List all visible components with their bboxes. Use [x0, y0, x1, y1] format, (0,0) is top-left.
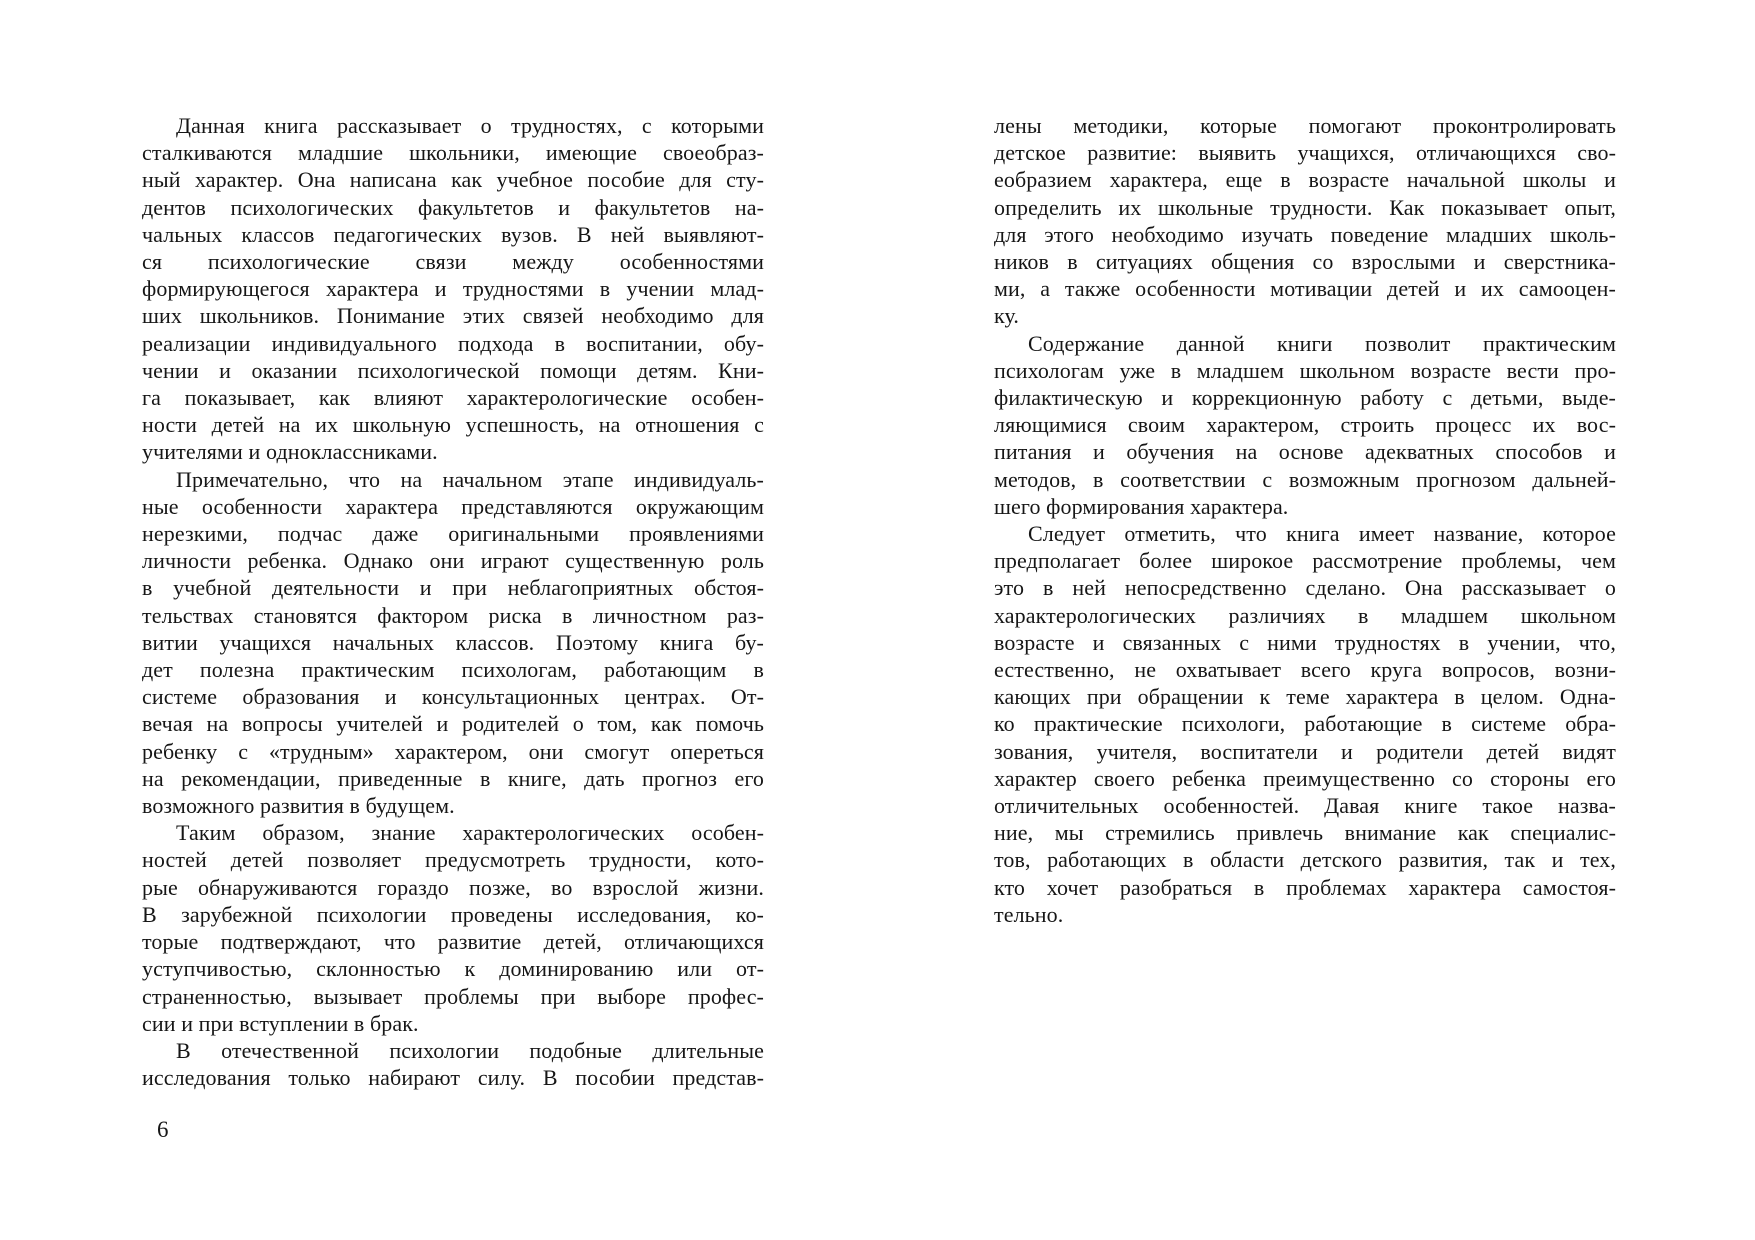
text-line: шего формирования характера. [994, 493, 1289, 519]
text-line: тельно. [994, 901, 1064, 927]
text-line: ности детей на их школьную успешность, на отношения с [142, 412, 764, 438]
text-line: нерезкими, подчас даже оригинальными проявлениями [142, 521, 764, 547]
text-line: сии и при вступлении в брак. [142, 1010, 419, 1036]
text-line: вечая на вопросы учителей и родителей о том, как помочь [142, 711, 764, 737]
text-line: в учебной деятельности и при неблагоприятных обстоя- [142, 575, 764, 601]
text-line: ся психологические связи между особенностями [142, 249, 764, 275]
paragraph [994, 330, 1616, 520]
text-line: ми, а также особенности мотивации детей и их самооцен- [994, 276, 1616, 302]
left-text-column [142, 112, 764, 1091]
text-line: сталкиваются младшие школьники, имеющие своеобраз- [142, 140, 764, 166]
text-line: ников в ситуациях общения со взрослыми и сверстника- [994, 249, 1616, 275]
text-line: дет полезна практическим психологам, работающим в [142, 657, 764, 683]
text-line: В отечественной психологии подобные длительные [176, 1037, 764, 1063]
text-line: тельствах становятся фактором риска в личностном раз- [142, 602, 764, 628]
text-line: питания и обучения на основе адекватных способов и [994, 439, 1616, 465]
text-line: для этого необходимо изучать поведение младших школь- [994, 221, 1616, 247]
text-line: системе образования и консультационных центрах. От- [142, 684, 764, 710]
text-line: ку. [994, 303, 1019, 329]
text-line: Примечательно, что на начальном этапе индивидуаль- [176, 466, 764, 492]
paragraph [994, 112, 1616, 330]
text-line: филактическую и коррекционную работу с детьми, выде- [994, 385, 1616, 411]
text-line: естественно, не охватывает всего круга вопросов, возни- [994, 657, 1616, 683]
text-line: дентов психологических факультетов и факультетов на- [142, 194, 764, 220]
text-line: формирующегося характера и трудностями в учении млад- [142, 276, 764, 302]
text-line: на рекомендации, приведенные в книге, дать прогноз его [142, 765, 764, 791]
text-line: ностей детей позволяет предусмотреть трудности, кото- [142, 847, 764, 873]
page-number: 6 [157, 1117, 169, 1142]
text-line: ние, мы стремились привлечь внимание как специалис- [994, 820, 1616, 846]
text-line: еобразием характера, еще в возрасте начальной школы и [994, 167, 1616, 193]
text-line: зования, учителя, воспитатели и родители детей видят [994, 738, 1616, 764]
text-line: возможного развития в будущем. [142, 793, 455, 819]
text-line: ные особенности характера представляются окружающим [142, 493, 764, 519]
text-line: Данная книга рассказывает о трудностях, с которыми [176, 113, 764, 138]
text-line: чении и оказании психологической помощи детям. Кни- [142, 357, 764, 383]
text-line: учителями и одноклассниками. [142, 439, 438, 465]
paragraph [994, 520, 1616, 928]
text-line: личности ребенка. Однако они играют существенную роль [142, 548, 764, 574]
text-line: психологам уже в младшем школьном возрасте вести про- [994, 357, 1616, 383]
text-line: кающих при обращении к теме характера в целом. Одна- [994, 684, 1616, 710]
text-line: В зарубежной психологии проведены исследования, ко- [142, 901, 764, 927]
text-line: Таким образом, знание характерологических особен- [176, 820, 764, 846]
text-line: витии учащихся начальных классов. Поэтому книга бу- [142, 629, 764, 655]
text-line: характерологических различиях в младшем школьном [994, 602, 1616, 628]
text-line: уступчивостью, склонностью к доминированию или от- [142, 956, 764, 982]
text-line: характер своего ребенка преимущественно со стороны его [994, 765, 1616, 791]
text-line: исследования только набирают силу. В пособии представ- [142, 1065, 764, 1091]
text-line: это в ней непосредственно сделано. Она рассказывает о [994, 575, 1616, 601]
text-line: реализации индивидуального подхода в воспитании, обу- [142, 330, 764, 356]
text-line: торые подтверждают, что развитие детей, отличающихся [142, 929, 764, 955]
paragraph [142, 466, 764, 820]
text-line: определить их школьные трудности. Как показывает опыт, [994, 194, 1616, 220]
text-line: чальных классов педагогических вузов. В ней выявляют- [142, 221, 764, 247]
text-line: ный характер. Она написана как учебное пособие для сту- [142, 167, 764, 193]
text-line: рые обнаруживаются гораздо позже, во взрослой жизни. [142, 874, 764, 900]
text-line: Следует отметить, что книга имеет название, которое [1028, 521, 1616, 547]
text-line: возрасте и связанных с ними трудностях в учении, что, [994, 629, 1616, 655]
text-line: ко практические психологи, работающие в системе обра- [994, 711, 1616, 737]
text-line: детское развитие: выявить учащихся, отличающихся сво- [994, 140, 1616, 166]
text-line: ребенку с «трудным» характером, они смогут опереться [142, 738, 764, 764]
text-line: ляющимися своим характером, строить процесс их вос- [994, 412, 1616, 438]
text-line: методов, в соответствии с возможным прогнозом дальней- [994, 466, 1616, 492]
text-line: лены методики, которые помогают проконтролировать [994, 113, 1616, 138]
text-line: отличительных особенностей. Давая книге такое назва- [994, 793, 1616, 819]
paragraph [142, 112, 764, 466]
text-line: предполагает более широкое рассмотрение проблемы, чем [994, 548, 1616, 574]
text-line: страненностью, вызывает проблемы при выборе профес- [142, 983, 764, 1009]
right-text-column [994, 112, 1616, 928]
text-line: га показывает, как влияют характерологические особен- [142, 385, 764, 411]
paragraph [142, 819, 764, 1037]
text-line: тов, работающих в области детского развития, так и тех, [994, 847, 1616, 873]
paragraph [142, 1037, 764, 1091]
text-line: кто хочет разобраться в проблемах характера самостоя- [994, 874, 1616, 900]
text-line: ших школьников. Понимание этих связей необходимо для [142, 303, 764, 329]
text-line: Содержание данной книги позволит практическим [1028, 330, 1616, 356]
